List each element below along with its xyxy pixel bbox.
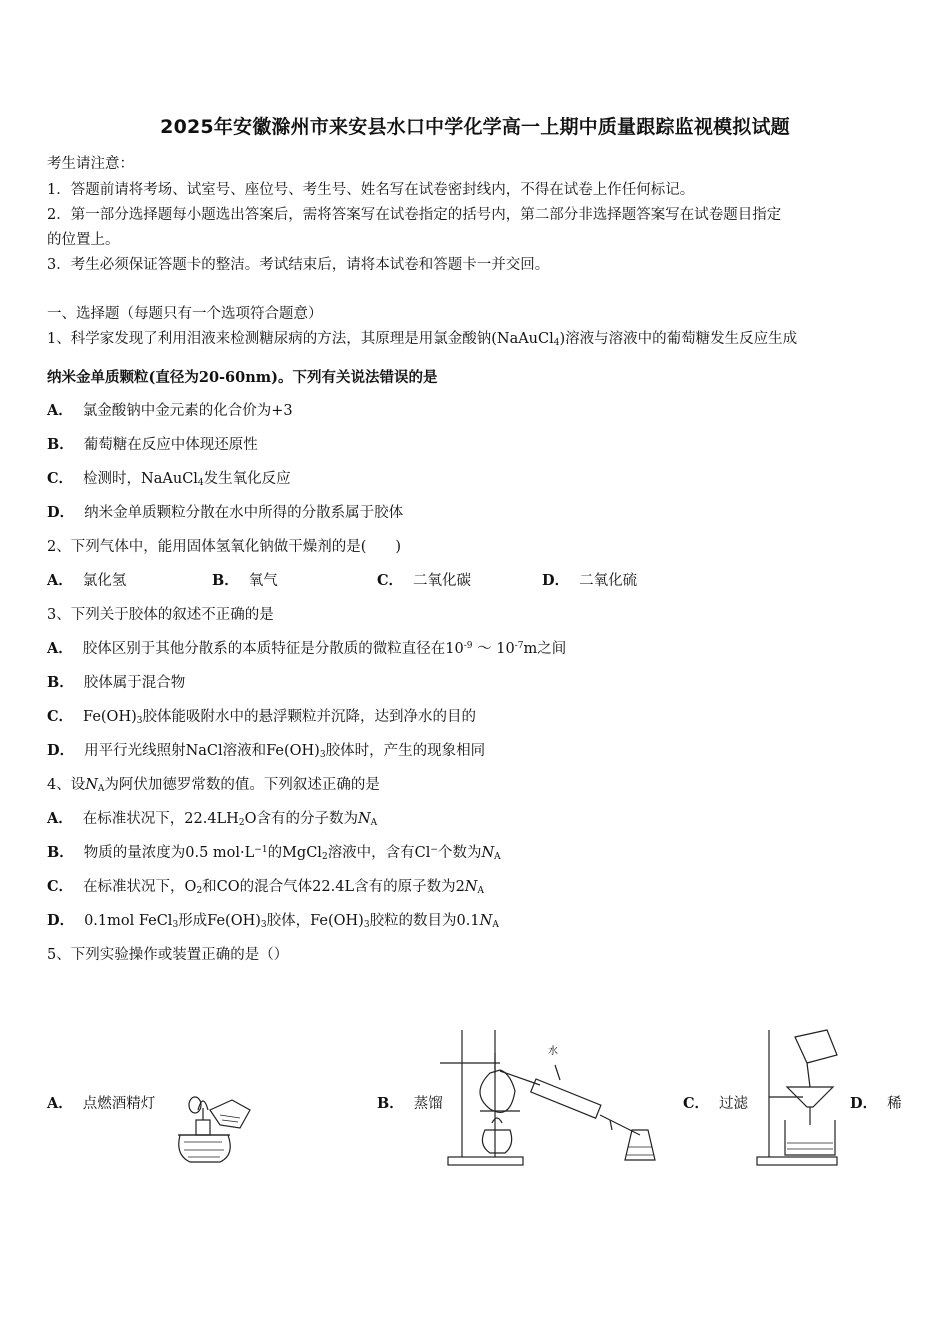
- notice-heading: 考生请注意：: [47, 156, 134, 172]
- q1-option-a: A． 氯金酸钠中金元素的化合价为+3: [47, 402, 293, 419]
- q3-option-b: B． 胶体属于混合物: [47, 674, 186, 691]
- notice-item-1: 1．答题前请将考场、试室号、座位号、考生号、姓名写在试卷密封线内，不得在试卷上作任何标记。: [47, 182, 695, 198]
- filtration-figure: [755, 1025, 845, 1170]
- q1-option-c: C． 检测时，NaAuCl$_4$发生氧化反应: [47, 470, 291, 488]
- q3-stem: 3、下列关于胶体的叙述不正确的是: [47, 607, 274, 623]
- q1-option-b: B． 葡萄糖在反应中体现还原性: [47, 436, 258, 453]
- q4-option-d: D． 0.1mol FeCl$_3$形成$Fe(OH)_3$胶体，$Fe(OH)_3$胶粒的数目为$0.1N_A$: [47, 912, 499, 930]
- q5-option-d: D． 稀: [850, 1095, 902, 1112]
- q5-option-a: A． 点燃酒精灯: [47, 1095, 156, 1112]
- q2-option-b: B． 氧气: [212, 572, 278, 589]
- q2-option-d: D． 二氧化硫: [542, 572, 638, 589]
- q1-stem-cont: 纳米金单质颗粒(直径为20-60nm)。下列有关说法错误的是: [47, 369, 438, 386]
- q4-option-b: B． 物质的量浓度为0.5 $mol\cdot L^{-1}$的MgCl$_2$溶液中，含有Cl−个数为$N_A$: [47, 844, 501, 862]
- q3-option-d: D． 用平行光线照射NaCl溶液和$Fe(OH)_3$胶体时，产生的现象相同: [47, 742, 486, 760]
- q2-option-c: C． 二氧化碳: [377, 572, 472, 589]
- water-label: 水: [548, 1046, 558, 1057]
- q2-option-a: A． 氯化氢: [47, 572, 127, 589]
- notice-item-3: 3．考生必须保证答题卡的整洁。考试结束后，请将本试卷和答题卡一并交回。: [47, 257, 550, 273]
- q2-stem: 2、下列气体中，能用固体氢氧化钠做干燥剂的是( ): [47, 539, 402, 555]
- q4-option-c: C． 在标准状况下，$O_2$和CO的混合气体22.4L含有的原子数为$2N_A$: [47, 878, 484, 896]
- alcohol-lamp-figure: [160, 1080, 260, 1170]
- notice-item-2: 2．第一部分选择题每小题选出答案后，需将答案写在试卷指定的括号内，第二部分非选择题答案写在试卷题目指定: [47, 207, 782, 223]
- q4-option-a: A． 在标准状况下，$22.4LH_2O$含有的分子数为$N_A$: [47, 810, 378, 828]
- page-title: 2025年安徽滁州市来安县水口中学化学高一上期中质量跟踪监视模拟试题: [160, 116, 790, 138]
- q5-option-b: B． 蒸馏: [377, 1095, 443, 1112]
- notice-item-2-cont: 的位置上。: [47, 232, 120, 248]
- section-heading: 一、选择题（每题只有一个选项符合题意）: [47, 306, 323, 322]
- q3-option-a: A． 胶体区别于其他分散系的本质特征是分散质的微粒直径在$10^{-9}$ ～ $10^{-7}m$之间: [47, 640, 567, 657]
- q1-option-d: D． 纳米金单质颗粒分散在水中所得的分散系属于胶体: [47, 504, 404, 521]
- q1-stem: 1、科学家发现了利用泪液来检测糖尿病的方法，其原理是用氯金酸钠(NaAuCl$_4$)溶液与溶液中的葡萄糖发生反应生成: [47, 331, 798, 348]
- q5-option-c: C． 过滤: [683, 1095, 749, 1112]
- q3-option-c: C． $Fe(OH)_3$胶体能吸附水中的悬浮颗粒并沉降，达到净水的目的: [47, 708, 476, 726]
- q5-stem: 5、下列实验操作或装置正确的是（）: [47, 947, 289, 963]
- q4-stem: 4、设$N_A$为阿伏加德罗常数的值。下列叙述正确的是: [47, 777, 380, 794]
